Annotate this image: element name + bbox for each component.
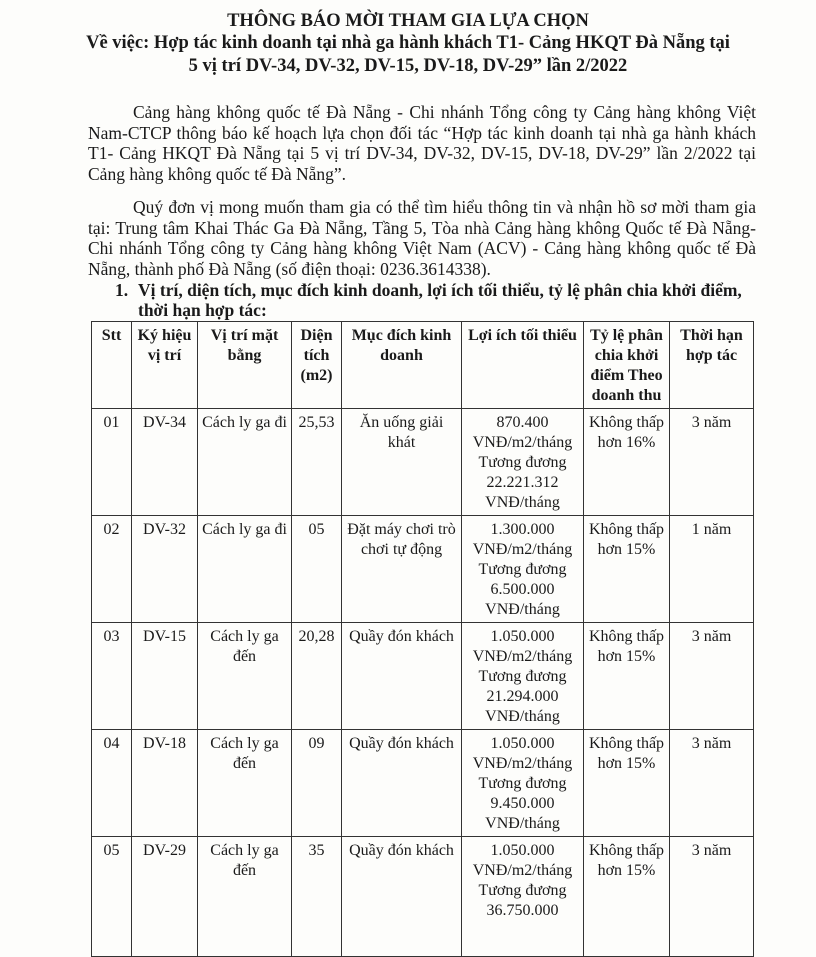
cell-location: Cách ly ga đi xyxy=(198,516,292,623)
cell-stt: 05 xyxy=(92,837,132,957)
cell-share: Không thấp hơn 15% xyxy=(584,623,670,730)
cell-purpose: Quầy đón khách xyxy=(342,623,462,730)
cell-stt: 02 xyxy=(92,516,132,623)
benefit-rate: 1.050.000 VNĐ/m2/tháng xyxy=(472,628,573,665)
cell-benefit xyxy=(462,623,584,730)
document-header xyxy=(0,10,816,78)
cell-purpose: Đặt máy chơi trò chơi tự động xyxy=(342,516,462,623)
benefit-equiv: Tương đương xyxy=(478,454,567,471)
cell-share: Không thấp hơn 15% xyxy=(584,516,670,623)
table-row xyxy=(92,516,754,623)
cell-share: Không thấp hơn 16% xyxy=(584,409,670,516)
paragraph-intro xyxy=(88,102,756,184)
paragraph-contact-text: Quý đơn vị mong muốn tham gia có thể tìm hiểu thông tin và nhận hồ sơ mời tham gia tại: Trung tâm Khai Thác Ga Đà Nẵng, Tầng 5, Tòa nhà Cảng hàng không Quốc tế Đà Nẵng- Chi nhánh Tổng công ty Cảng hàng không Việt Nam (ACV) - Cảng hàng không quốc tế Đà Nẵng, thành phố Đà Nẵng (số điện thoại: 0236.3614338). xyxy=(88,197,756,279)
table-header-row xyxy=(92,322,754,409)
benefit-rate: 1.300.000 VNĐ/m2/tháng xyxy=(472,521,573,558)
benefit-total: 6.500.000 VNĐ/tháng xyxy=(485,581,560,618)
benefit-equiv: Tương đương xyxy=(478,668,567,685)
col-header-area: Diện tích (m2) xyxy=(292,322,342,409)
cell-area: 09 xyxy=(292,730,342,837)
cell-area: 25,53 xyxy=(292,409,342,516)
col-header-location: Vị trí mặt bằng xyxy=(198,322,292,409)
benefit-rate: 870.400 VNĐ/m2/tháng xyxy=(472,414,573,451)
positions-table xyxy=(91,321,754,957)
benefit-total: 21.294.000 VNĐ/tháng xyxy=(485,688,560,725)
cell-stt: 03 xyxy=(92,623,132,730)
cell-benefit xyxy=(462,409,584,516)
cell-share: Không thấp hơn 15% xyxy=(584,730,670,837)
benefit-equiv: Tương đương xyxy=(478,775,567,792)
cell-benefit xyxy=(462,516,584,623)
cell-benefit xyxy=(462,837,584,957)
cell-term: 3 năm xyxy=(670,409,754,516)
cell-term: 3 năm xyxy=(670,730,754,837)
cell-location: Cách ly ga đến xyxy=(198,837,292,957)
table-row xyxy=(92,623,754,730)
cell-code: DV-29 xyxy=(132,837,198,957)
cell-code: DV-34 xyxy=(132,409,198,516)
document-title: THÔNG BÁO MỜI THAM GIA LỰA CHỌN xyxy=(227,11,589,31)
col-header-share: Tỷ lệ phân chia khởi điểm Theo doanh thu xyxy=(584,322,670,409)
section-heading xyxy=(115,280,765,320)
table-row xyxy=(92,730,754,837)
benefit-equiv: Tương đương xyxy=(478,561,567,578)
cell-share: Không thấp hơn 15% xyxy=(584,837,670,957)
cell-location: Cách ly ga đến xyxy=(198,623,292,730)
col-header-term: Thời hạn hợp tác xyxy=(670,322,754,409)
benefit-total: 9.450.000 VNĐ/tháng xyxy=(485,795,560,832)
cell-area: 35 xyxy=(292,837,342,957)
benefit-total: 22.221.312 VNĐ/tháng xyxy=(485,474,560,511)
benefit-total: 36.750.000 xyxy=(486,902,559,919)
cell-purpose: Quầy đón khách xyxy=(342,730,462,837)
document-subtitle-line2: 5 vị trí DV-34, DV-32, DV-15, DV-18, DV-29” lần 2/2022 xyxy=(188,56,628,76)
cell-term: 3 năm xyxy=(670,837,754,957)
document-subtitle-line1: Về việc: Hợp tác kinh doanh tại nhà ga hành khách T1- Cảng HKQT Đà Nẵng tại xyxy=(86,33,730,53)
cell-area: 20,28 xyxy=(292,623,342,730)
cell-stt: 01 xyxy=(92,409,132,516)
cell-term: 3 năm xyxy=(670,623,754,730)
benefit-rate: 1.050.000 VNĐ/m2/tháng xyxy=(472,842,573,879)
cell-location: Cách ly ga đến xyxy=(198,730,292,837)
cell-term: 1 năm xyxy=(670,516,754,623)
cell-area: 05 xyxy=(292,516,342,623)
cell-code: DV-18 xyxy=(132,730,198,837)
table-row xyxy=(92,409,754,516)
col-header-stt: Stt xyxy=(92,322,132,409)
col-header-benefit: Lợi ích tối thiểu xyxy=(462,322,584,409)
cell-location: Cách ly ga đi xyxy=(198,409,292,516)
cell-purpose: Quầy đón khách xyxy=(342,837,462,957)
cell-benefit xyxy=(462,730,584,837)
table-row xyxy=(92,837,754,957)
benefit-rate: 1.050.000 VNĐ/m2/tháng xyxy=(472,735,573,772)
cell-purpose: Ăn uống giải khát xyxy=(342,409,462,516)
col-header-purpose: Mục đích kinh doanh xyxy=(342,322,462,409)
cell-code: DV-32 xyxy=(132,516,198,623)
benefit-equiv: Tương đương xyxy=(478,882,567,899)
section-number: 1. xyxy=(115,280,129,300)
paragraph-contact xyxy=(88,197,756,279)
col-header-code: Ký hiệu vị trí xyxy=(132,322,198,409)
section-title: Vị trí, diện tích, mục đích kinh doanh, lợi ích tối thiểu, tỷ lệ phân chia khởi điểm, thời hạn hợp tác: xyxy=(138,280,742,320)
paragraph-intro-text: Cảng hàng không quốc tế Đà Nẵng - Chi nhánh Tổng công ty Cảng hàng không Việt Nam-CTCP thông báo kế hoạch lựa chọn đối tác “Hợp tác kinh doanh tại nhà ga hành khách T1- Cảng HKQT Đà Nẵng tại 5 vị trí DV-34, DV-32, DV-15, DV-18, DV-29” lần 2/2022 tại Cảng hàng không quốc tế Đà Nẵng”. xyxy=(88,102,756,184)
cell-stt: 04 xyxy=(92,730,132,837)
cell-code: DV-15 xyxy=(132,623,198,730)
